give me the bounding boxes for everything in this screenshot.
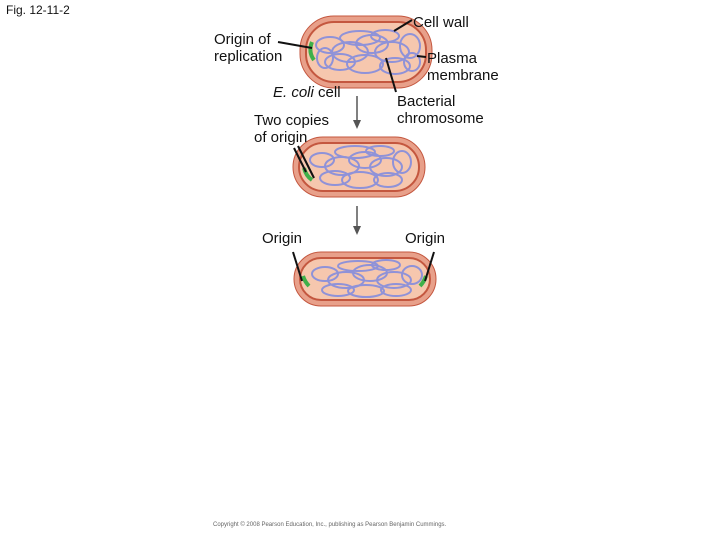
cell-wall-label: Cell wall bbox=[413, 14, 469, 31]
origin-left-label: Origin bbox=[262, 230, 303, 247]
label-line: Plasma bbox=[427, 50, 478, 67]
ecoli-cell-label bbox=[273, 84, 341, 101]
origin-of-replication-label bbox=[214, 31, 282, 65]
two-copies-of-origin-label bbox=[254, 112, 329, 146]
label-line: of origin bbox=[254, 129, 308, 146]
ecoli-cell-3 bbox=[294, 252, 436, 306]
label-line: Bacterial bbox=[397, 93, 456, 110]
arrow-down-2 bbox=[353, 206, 361, 235]
ecoli-rest: cell bbox=[313, 84, 341, 101]
label-line: replication bbox=[214, 48, 283, 65]
figure-label: Fig. 12-11-2 bbox=[6, 3, 70, 17]
leader-plasma-membrane bbox=[417, 56, 426, 57]
arrow-down-1 bbox=[353, 96, 361, 129]
label-line: Origin of bbox=[214, 31, 271, 48]
ecoli-italic: E. coli bbox=[273, 84, 314, 101]
label-line: membrane bbox=[427, 67, 499, 84]
ecoli-cell-2 bbox=[293, 137, 425, 197]
origin-right-label: Origin bbox=[405, 230, 446, 247]
label-line: chromosome bbox=[397, 110, 484, 127]
copyright-notice: Copyright © 2008 Pearson Education, Inc., publishing as Pearson Benjamin Cummings. bbox=[213, 522, 447, 528]
label-line: Two copies bbox=[254, 112, 330, 129]
bacterial-chromosome-label bbox=[397, 93, 484, 127]
plasma-membrane-label bbox=[427, 50, 499, 84]
